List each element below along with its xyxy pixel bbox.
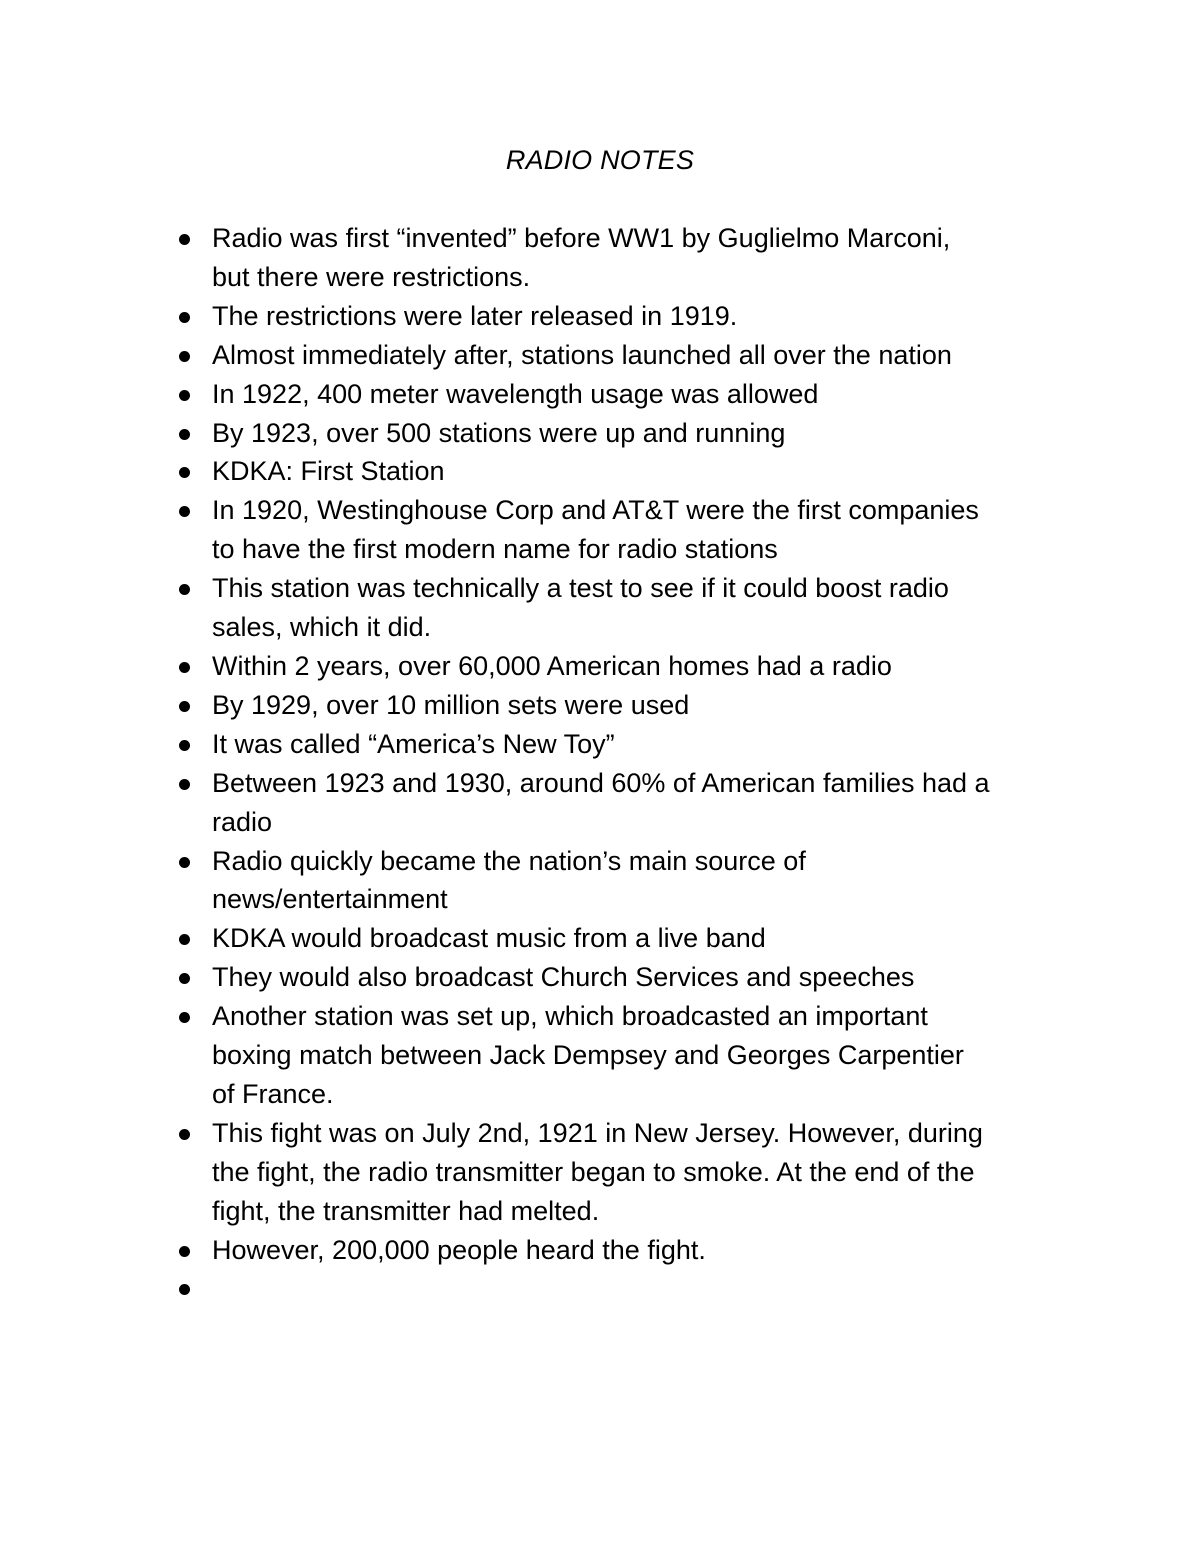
note-item	[178, 414, 1078, 453]
note-text: It was called “America’s New Toy”	[212, 728, 615, 759]
note-item	[178, 842, 1078, 920]
document-title: RADIO NOTES	[505, 145, 695, 175]
bullet-icon	[179, 701, 190, 712]
bullet-icon	[179, 1129, 190, 1140]
note-item	[178, 336, 1078, 375]
note-item	[178, 452, 1078, 491]
note-text: KDKA: First Station	[212, 456, 445, 487]
note-text: They would also broadcast Church Services and speeches	[212, 962, 915, 993]
note-text: Within 2 years, over 60,000 American homes had a radio	[212, 650, 892, 681]
bullet-icon	[179, 234, 190, 245]
bullet-icon	[179, 351, 190, 362]
note-item	[178, 375, 1078, 414]
note-text: Radio quickly became the nation’s main source of news/entertainment	[212, 845, 806, 915]
note-text: In 1920, Westinghouse Corp and AT&T were the first companies to have the first modern name for radio stations	[212, 495, 979, 565]
bullet-icon	[179, 467, 190, 478]
note-text: KDKA would broadcast music from a live band	[212, 923, 766, 954]
note-item	[178, 997, 1078, 1114]
bullet-icon	[179, 312, 190, 323]
note-text: This fight was on July 2nd, 1921 in New Jersey. However, during the fight, the radio transmitter began to smoke. At the end of the fight, the transmitter had melted.	[212, 1117, 983, 1226]
note-text: However, 200,000 people heard the fight.	[212, 1234, 706, 1265]
bullet-icon	[179, 740, 190, 751]
bullet-icon	[179, 934, 190, 945]
note-item	[178, 958, 1078, 997]
notes-list	[178, 219, 1078, 1269]
note-text: This station was technically a test to see if it could boost radio sales, which it did.	[212, 573, 949, 643]
note-text: Almost immediately after, stations launched all over the nation	[212, 339, 952, 370]
bullet-icon	[179, 1012, 190, 1023]
note-item	[178, 491, 1078, 569]
note-item	[178, 569, 1078, 647]
note-text: By 1929, over 10 million sets were used	[212, 689, 690, 720]
note-text: In 1922, 400 meter wavelength usage was allowed	[212, 378, 819, 409]
note-item	[178, 919, 1078, 958]
note-item	[178, 297, 1078, 336]
bullet-icon	[179, 1284, 190, 1295]
note-text: By 1923, over 500 stations were up and running	[212, 417, 786, 448]
note-text: Radio was first “invented” before WW1 by Guglielmo Marconi, but there were restrictions.	[212, 223, 951, 292]
bullet-icon	[179, 1246, 190, 1257]
note-text: The restrictions were later released in 1919.	[212, 300, 738, 331]
note-item	[178, 1231, 1078, 1270]
bullet-icon	[179, 584, 190, 595]
note-item	[178, 219, 1078, 297]
note-item	[178, 764, 1078, 842]
note-text: Between 1923 and 1930, around 60% of American families had a radio	[212, 767, 990, 837]
bullet-icon	[179, 857, 190, 868]
bullet-icon	[179, 973, 190, 984]
note-item	[178, 647, 1078, 686]
note-item	[178, 686, 1078, 725]
note-item	[178, 1114, 1078, 1231]
bullet-icon	[179, 429, 190, 440]
note-text: Another station was set up, which broadcasted an important boxing match between Jack Dempsey and Georges Carpentier of France.	[212, 1001, 964, 1109]
bullet-icon	[179, 390, 190, 401]
note-item	[178, 725, 1078, 764]
bullet-icon	[179, 662, 190, 673]
bullet-icon	[179, 779, 190, 790]
bullet-icon	[179, 506, 190, 517]
